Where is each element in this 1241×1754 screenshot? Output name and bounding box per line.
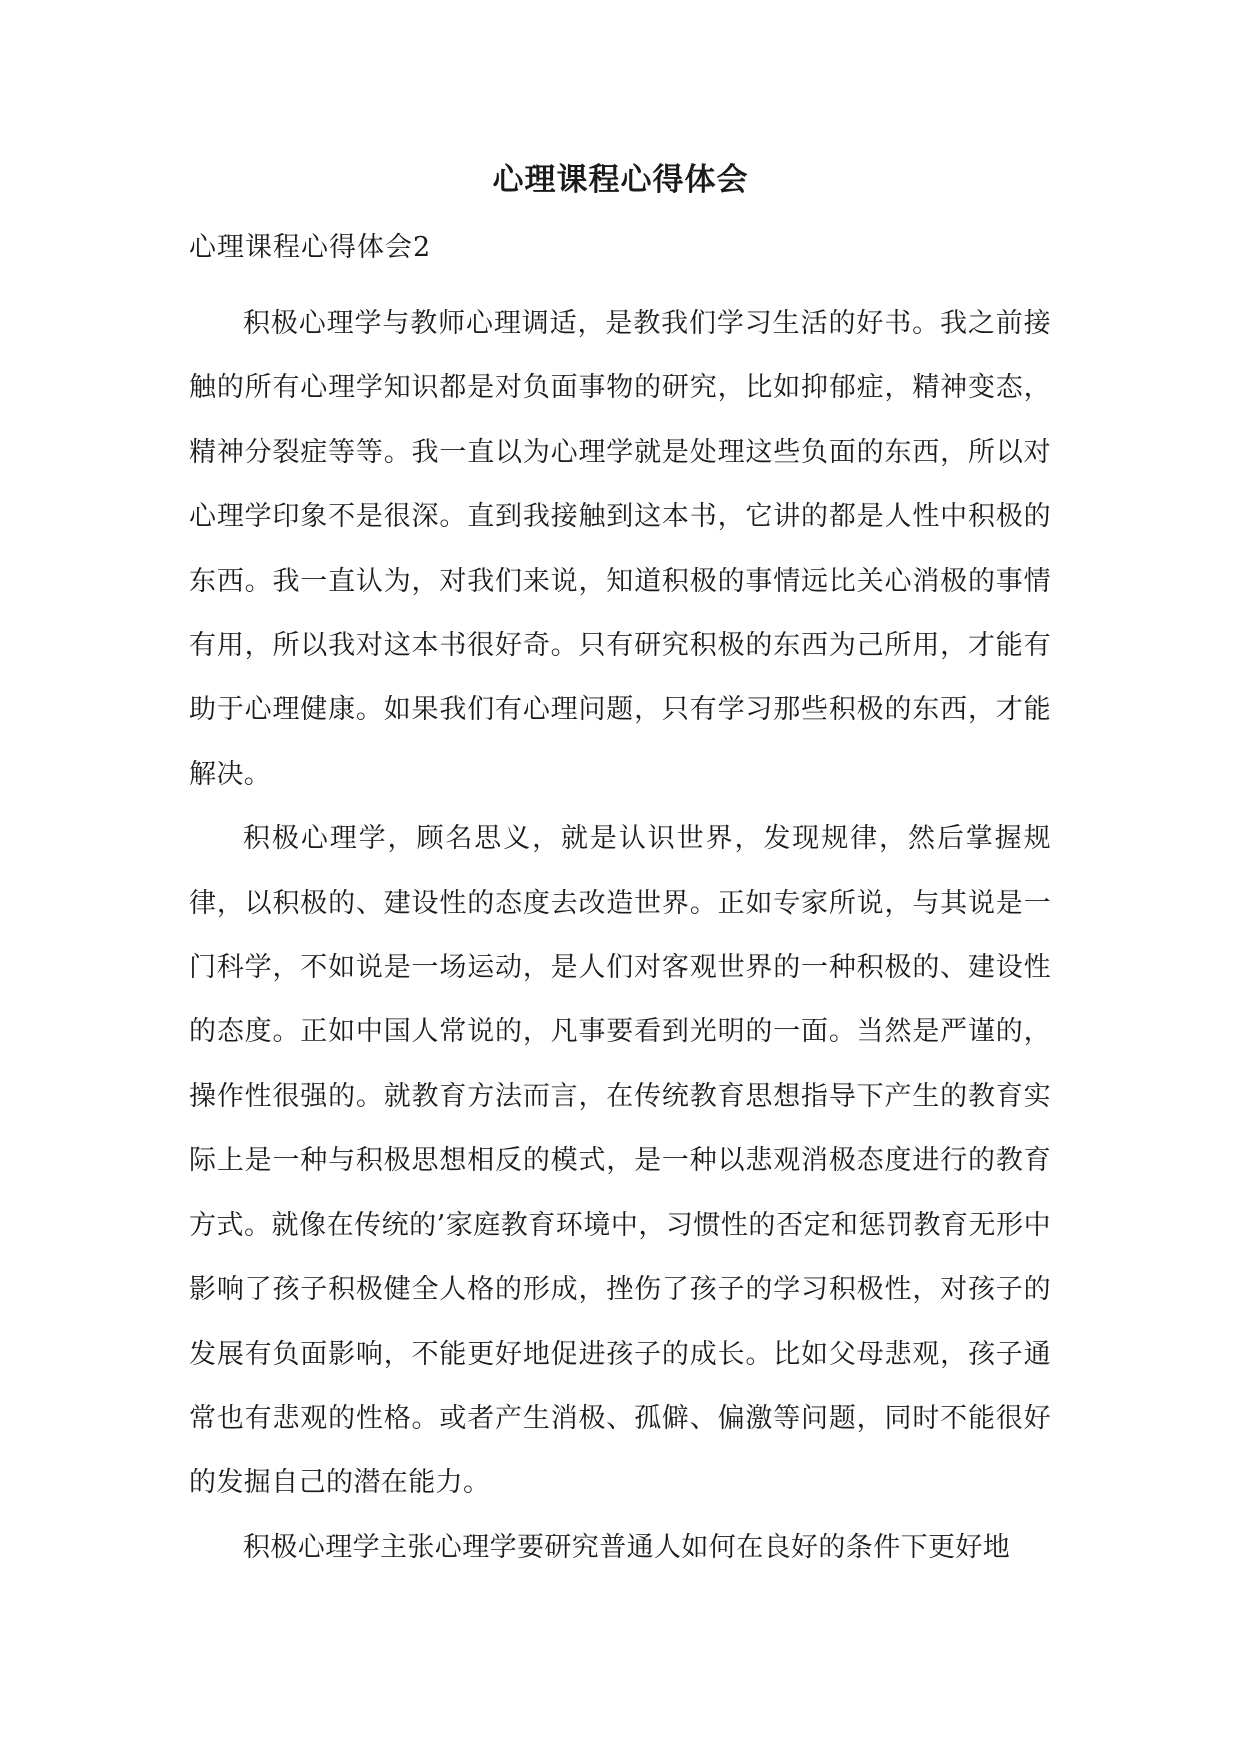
paragraph: 积极心理学与教师心理调适，是教我们学习生活的好书。我之前接触的所有心理学知识都是对负面事物的研究，比如抑郁症，精神变态，精神分裂症等等。我一直以为心理学就是处理这些负面的东西，所以对心理学印象不是很深。直到我接触到这本书，它讲的都是人性中积极的东西。我一直认为，对我们来说，知道积极的事情远比关心消极的事情有用，所以我对这本书很好奇。只有研究积极的东西为己所用，才能有助于心理健康。如果我们有心理问题，只有学习那些积极的东西，才能解决。	[189, 308, 1051, 790]
section-heading: 心理课程心得体会2	[189, 232, 432, 263]
body-text	[189, 292, 1051, 1580]
page-title: 心理课程心得体会	[492, 162, 749, 198]
paragraph: 积极心理学，顾名思义，就是认识世界，发现规律，然后掌握规律，以积极的、建设性的态度去改造世界。正如专家所说，与其说是一门科学，不如说是一场运动，是人们对客观世界的一种积极的、建设性的态度。正如中国人常说的，凡事要看到光明的一面。当然是严谨的，操作性很强的。就教育方法而言，在传统教育思想指导下产生的教育实际上是一种与积极思想相反的模式，是一种以悲观消极态度进行的教育方式。就像在传统的’家庭教育环境中，习惯性的否定和惩罚教育无形中影响了孩子积极健全人格的形成，挫伤了孩子的学习积极性，对孩子的发展有负面影响，不能更好地促进孩子的成长。比如父母悲观，孩子通常也有悲观的性格。或者产生消极、孤僻、偏激等问题，同时不能很好的发掘自己的潜在能力。	[189, 823, 1051, 1499]
paragraph: 积极心理学主张心理学要研究普通人如何在良好的条件下更好地	[243, 1531, 1011, 1563]
